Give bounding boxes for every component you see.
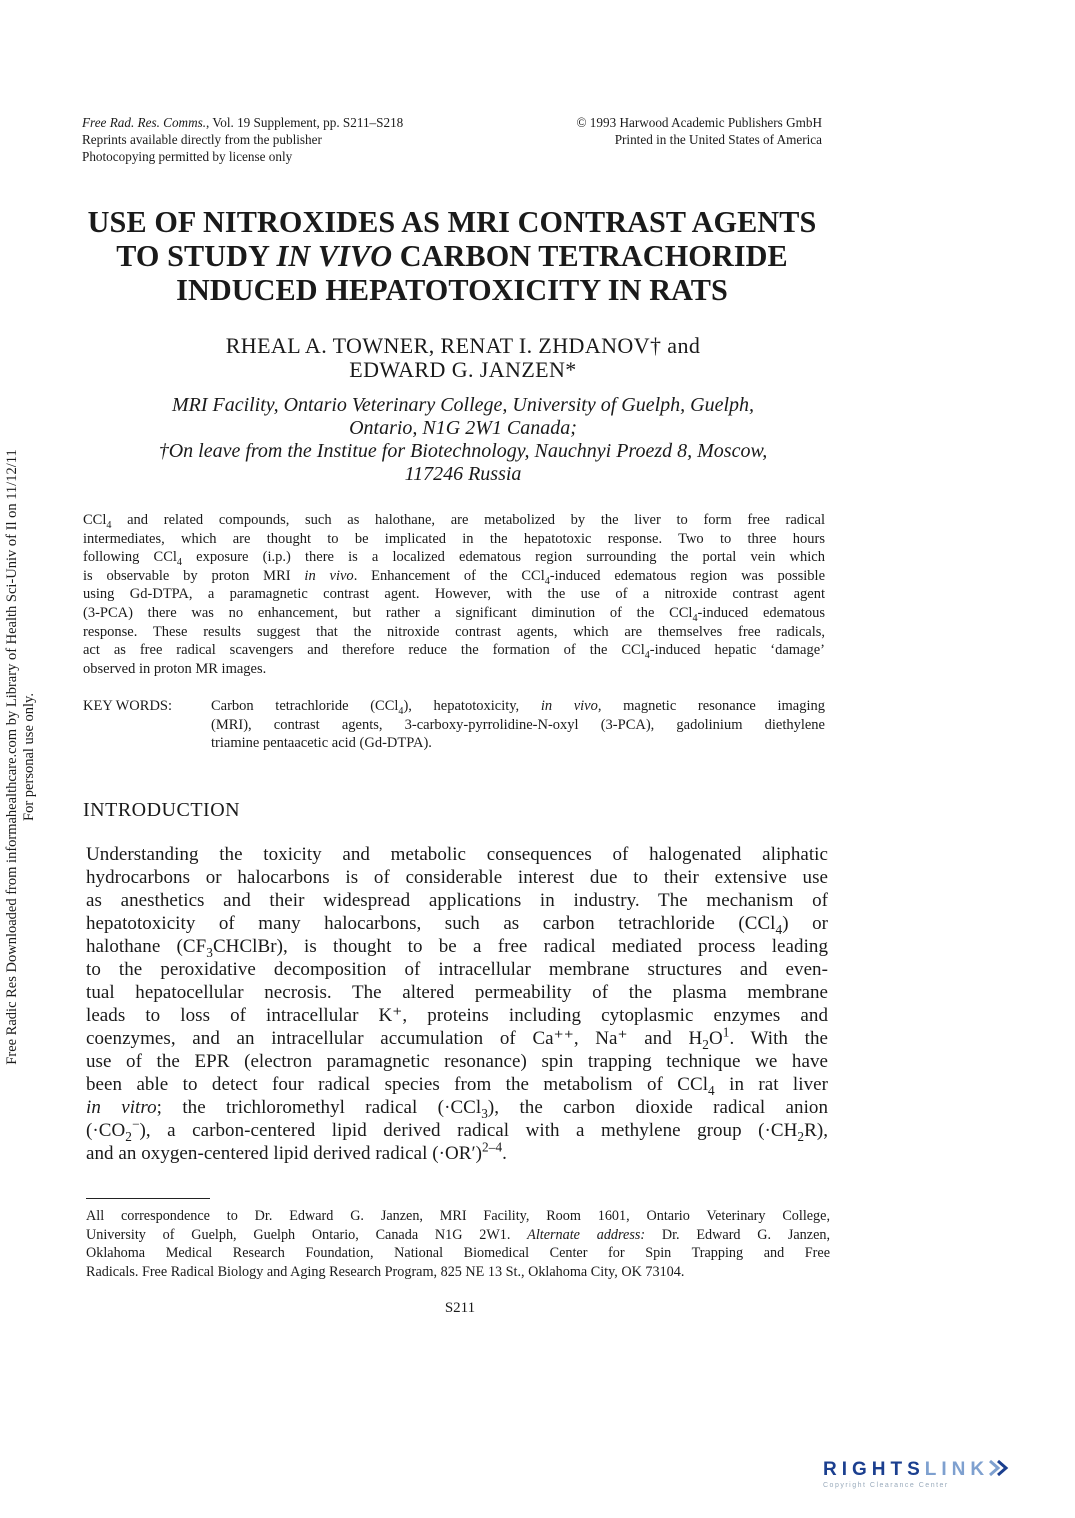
journal-citation: Free Rad. Res. Comms., Vol. 19 Supplement, pp. S211–S218 — [82, 115, 404, 130]
printed-note: Printed in the United States of America — [614, 132, 822, 147]
rightslink-logo[interactable] — [823, 1455, 1055, 1495]
section-heading-introduction: INTRODUCTION — [83, 799, 241, 821]
reprints-note: Reprints available directly from the publisher — [82, 132, 322, 147]
keywords: Carbon tetrachloride (CCl$_4$), hepatotoxicity, in vivo, magnetic resonance imaging (MRI), contrast agents, 3-carboxy-pyrrolidine-N-oxyl (3-PCA), gadolinium diethylene triamine pentaacetic acid (Gd-DTPA). — [211, 698, 825, 752]
journal-header-left — [82, 114, 512, 165]
download-stamp: Free Radic Res Downloaded from informahealthcare.com by Library of Health Sci-Univ of Il on 11/12/11 For personal use only. — [4, 449, 37, 1065]
rightslink-tagline: Copyright Clearance Center — [823, 1482, 949, 1489]
keywords-label: KEY WORDS: — [83, 698, 173, 714]
introduction-paragraph: Understanding the toxicity and metabolic consequences of halogenated aliphatic hydrocarbons or halocarbons is of considerable interest due to their extensive use as anesthetics and their widespread applications in industry. The mechanism of hepatotoxicity of many halocarbons, such as carbon tetrachloride (CCl$_4$) or halothane $(CF_3CHClBr)$, is thought to be a free radical mediated process leading to the peroxidative decomposition of intracellular membrane structures and even- tual hepatocellular necrosis. The altered permeability of the plasma membrane leads to loss of intracellular K⁺, proteins including cytoplasmic enzymes and coenzymes, and an intracellular accumulation of Ca⁺⁺, Na⁺ and $H_2O^1$. With the use of the EPR (electron paramagnetic resonance) spin trapping technique we have been able to detect four radical species from the metabolism of CCl$_4$ in rat liver in vitro; the trichloromethyl radical (·CCl$_3$), the carbon dioxide radical anion $(\cdot CO_2^-)$, a carbon-centered lipid derived radical with a methylene group $(\cdot CH_2R)$, and an oxygen-centered lipid derived radical $(\cdot OR')^{2-4}$. — [86, 844, 828, 1164]
photocopying-note: Photocopying permitted by license only — [82, 149, 293, 164]
footnote-rule — [86, 1198, 210, 1199]
copyright-note: © 1993 Harwood Academic Publishers GmbH — [576, 115, 822, 130]
rightslink-link-text: LINK — [924, 1459, 990, 1480]
journal-header-right — [520, 114, 822, 148]
abstract: CCl$_4$ and related compounds, such as halothane, are metabolized by the liver to form free radical intermediates, which are thought to be implicated in the hepatotoxic response. Two to three hours following CCl$_4$ exposure (i.p.) there is a localized edematous region surrounding the portal vein which is observable by proton MRI in vivo. Enhancement of the CCl$_4$-induced edematous region was possible using Gd-DTPA, a paramagnetic contrast agent. However, with the use of a nitroxide contrast agent (3-PCA) there was no enhancement, but rather a significant diminution of the CCl$_4$-induced edematous response. These results suggest that the nitroxide contrast agents, which are themselves free radicals, act as free radical scavengers and therefore reduce the formation of the CCl$_4$-induced hepatic ‘damage’ observed in proton MR images. — [83, 512, 825, 677]
paper-title: USE OF NITROXIDES AS MRI CONTRAST AGENTS TO STUDY IN VIVO CARBON TETRACHORIDE INDUCED HEPATOTOXICITY IN RATS — [87, 205, 817, 307]
correspondence-footnote: All correspondence to Dr. Edward G. Janzen, MRI Facility, Room 1601, Ontario Veterinary College, University of Guelph, Guelph Ontario, Canada N1G 2W1. Alternate address: Dr. Edward G. Janzen, Oklahoma Medical Research Foundation, National Biomedical Center for Spin Trapping and Free Radicals. Free Radical Biology and Aging Research Program, 825 NE 13 St., Oklahoma City, OK 73104. — [86, 1208, 831, 1280]
rightslink-rights-text: RIGHTS — [823, 1459, 925, 1480]
page-number: S211 — [444, 1300, 476, 1316]
authors: RHEAL A. TOWNER, RENAT I. ZHDANOV† and EDWARD G. JANZEN* — [225, 333, 701, 382]
affiliation: MRI Facility, Ontario Veterinary College, University of Guelph, Guelph, Ontario, N1G 2W1 Canada; †On leave from the Institue for Biotechnology, Nauchnyi Proezd 8, Moscow, 117246 Russia — [158, 394, 768, 485]
rightslink-arrow-icon — [987, 1459, 1009, 1477]
